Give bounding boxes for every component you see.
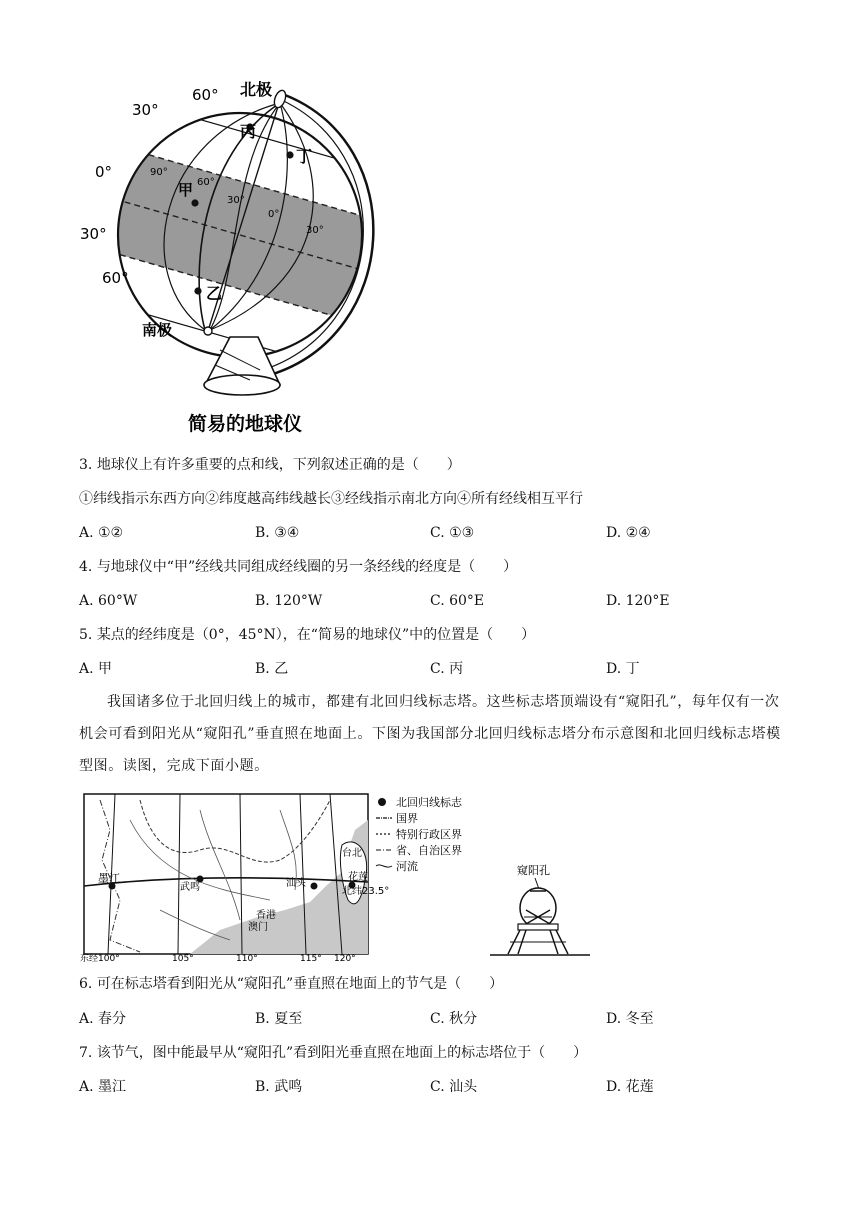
question-number: 6. [79,976,93,992]
question-text: 该节气，图中能最早从“窥阳孔”看到阳光垂直照在地面上的标志塔位于（ ） [96,1045,588,1061]
option-a: A. 60°W [79,593,138,609]
option-b: B. 乙 [255,661,289,677]
globe-figure [80,75,400,445]
legend-border: 国界 [396,812,418,825]
inner-label-30b: 30° [306,225,324,236]
lat-label-30s: 30° [80,225,107,243]
question-number: 4. [79,559,93,575]
legend-sar: 特别行政区界 [396,828,462,841]
tropic-label: 北纬23.5° [342,886,390,897]
option-a: A. 春分 [79,1011,127,1027]
inner-label-0: 0° [268,209,280,220]
city-mojiang: 墨江 [98,872,120,885]
question-6 [79,974,503,994]
inner-label-30: 30° [227,195,245,206]
tower-label: 窥阳孔 [517,864,550,877]
city-taibei: 台北 [342,848,362,859]
lat-label-30n: 30° [132,101,159,119]
question-text: 地球仪上有许多重要的点和线，下列叙述正确的是（ ） [96,457,461,473]
question-text: 可在标志塔看到阳光从“窥阳孔”垂直照在地面上的节气是（ ） [96,976,504,992]
option-b: B. 夏至 [255,1011,303,1027]
question-text: 与地球仪中“甲”经线共同组成经线圈的另一条经线的经度是（ ） [96,559,518,575]
passage-text: 我国诸多位于北回归线上的城市，都建有北回归线标志塔。这些标志塔顶端设有“窥阳孔”，每年仅有一次机会可看到阳光从“窥阳孔”垂直照在地面上。下图为我国部分北回归线标志塔分布示意图和北回归线标志塔模型图。读图，完成下面小题。 [79,694,781,774]
label-yi: 乙 [206,284,223,303]
question-5 [79,625,535,645]
tropic-map [80,790,590,962]
city-hongkong: 香港 [256,910,276,921]
north-pole-label: 北极 [240,80,273,99]
city-wuming: 武鸣 [180,882,200,893]
lon-label-105: 105° [172,954,194,962]
question-4 [79,557,517,577]
point-jia [191,199,198,206]
globe-caption: 简易的地球仪 [188,413,303,435]
question-text: 某点的经纬度是（0°，45°N），在“简易的地球仪”中的位置是（ ） [96,627,536,643]
option-d: D. 120°E [606,593,670,609]
legend-province: 省、自治区界 [396,844,462,857]
city-shantou: 汕头 [286,878,306,889]
label-ding: 丁 [296,147,313,166]
legend-river: 河流 [396,860,418,873]
option-a: A. ①② [79,525,124,541]
lat-label-0: 0° [95,163,113,181]
lat-label-60s: 60° [102,269,129,287]
lon-label-100: 东经100° [80,954,120,962]
option-c: C. 丙 [430,661,464,677]
option-c: C. 60°E [430,593,485,609]
south-pole-label: 南极 [142,321,173,339]
lon-label-120: 120° [334,954,356,962]
city-hualian: 花莲 [348,872,368,883]
option-b: B. 武鸣 [255,1079,303,1095]
option-d: D. 冬至 [606,1011,654,1027]
question-3 [79,455,461,475]
question-number: 7. [79,1045,93,1061]
point-yi [194,287,201,294]
option-b: B. ③④ [255,525,300,541]
lat-label-60n: 60° [192,86,219,104]
label-jia: 甲 [178,181,194,199]
legend-tower: 北回归线标志 [396,796,462,809]
option-c: C. 秋分 [430,1011,478,1027]
lon-label-115: 115° [300,954,322,962]
option-a: A. 墨江 [79,1079,127,1095]
option-c: C. ①③ [430,525,475,541]
option-b: B. 120°W [255,593,323,609]
option-d: D. ②④ [606,525,651,541]
inner-label-60: 60° [197,177,215,188]
city-macau: 澳门 [248,922,268,933]
label-bing: 丙 [240,122,257,141]
question-number: 5. [79,627,93,643]
lon-label-110: 110° [236,954,258,962]
option-d: D. 丁 [606,661,640,677]
option-d: D. 花莲 [606,1079,654,1095]
question-number: 3. [79,457,93,473]
question-7 [79,1043,587,1063]
question-3-statement: ①纬线指示东西方向②纬度越高纬线越长③经线指示南北方向④所有经线相互平行 [79,491,583,507]
option-a: A. 甲 [79,661,113,677]
option-c: C. 汕头 [430,1079,478,1095]
inner-label-90: 90° [150,167,168,178]
point-ding [286,151,293,158]
